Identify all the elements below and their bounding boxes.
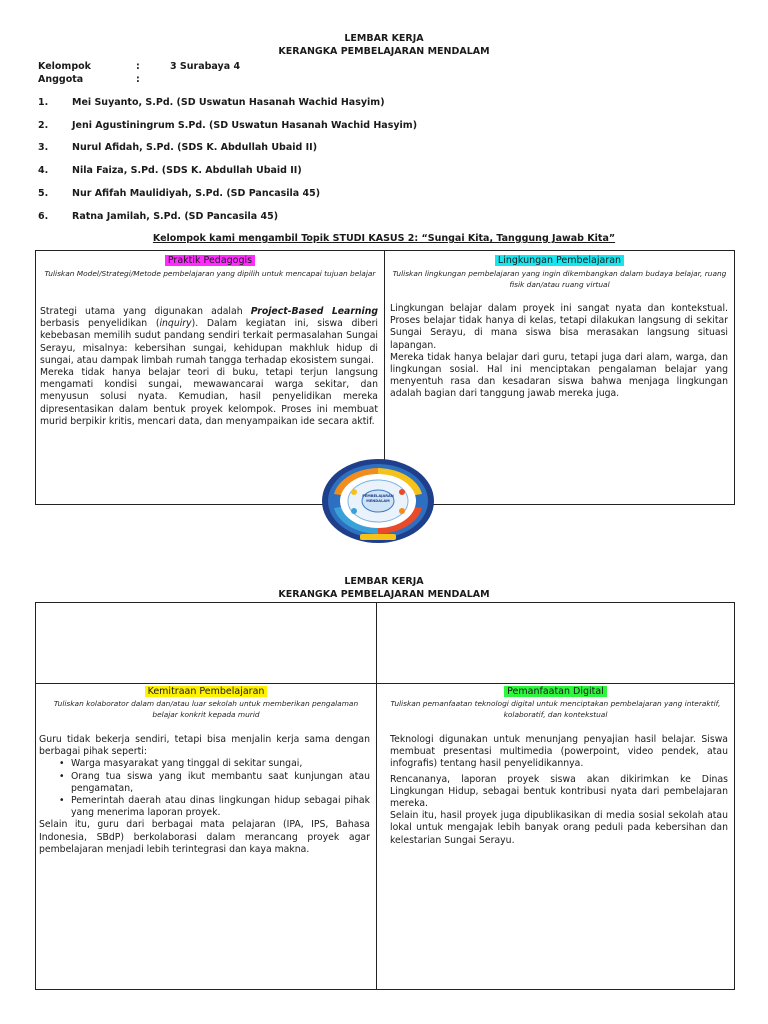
kelompok-label: Kelompok [38, 61, 91, 72]
empty-cell-right [377, 603, 734, 683]
topic-heading: Kelompok kami mengambil Topik STUDI KASUS 2: “Sungai Kita, Tanggung Jawab Kita” [152, 233, 616, 244]
page2-title-line2: KERANGKA PEMBELAJARAN MENDALAM [278, 589, 490, 600]
lingkungan-paragraph-2: Mereka tidak hanya belajar dari guru, tetapi juga dari alam, warga, dan lingkungan sosial. Hal ini menciptakan pengalaman belajar yang menyentuh rasa dan kesadaran siswa bahwa menjaga lingkungan adalah bagian dari tanggung jawab mereka juga. [390, 351, 728, 400]
kemitraan-pembelajaran-cell [36, 684, 376, 989]
list-item: • Pemerintah daerah atau dinas lingkungan hidup sebagai pihak yang menerima laporan proyek. [59, 795, 370, 819]
anggota-label: Anggota [38, 74, 84, 85]
pemanfaatan-digital-cell [377, 684, 734, 989]
praktik-paragraph-1: Strategi utama yang digunakan adalah Project-Based Learning berbasis penyelidikan (inquiry). Dalam kegiatan ini, siswa diberi kebebasan memilih sudut pandang sendiri terkait permasalahan Sungai Serayu, misalnya: kebersihan sungai, kehidupan makhluk hidup di sungai, atau dampak limbah rumah tangga terhadap ekosistem sungai. [40, 306, 378, 366]
member-number: 3. [38, 142, 49, 153]
digital-paragraph-2: Rencananya, laporan proyek siswa akan dikirimkan ke Dinas Lingkungan Hidup, sebagai bentuk kontribusi nyata dari pembelajaran mereka. [390, 773, 728, 810]
member-name: Ratna Jamilah, S.Pd. (SD Pancasila 45) [72, 211, 279, 222]
digital-paragraph-3: Selain itu, hasil proyek juga dipublikasikan di media sosial sekolah atau lokal untuk mengajak lebih banyak orang peduli pada kebersihan dan kelestarian Sungai Serayu. [390, 810, 728, 846]
member-name: Nila Faiza, S.Pd. (SDS K. Abdullah Ubaid II) [72, 165, 302, 176]
kemitraan-bullet-list [39, 758, 370, 819]
page-title-line1: LEMBAR KERJA [344, 33, 424, 44]
lingkungan-paragraph-1: Lingkungan belajar dalam proyek ini sangat nyata dan kontekstual. Proses belajar tidak hanya di kelas, tetapi dilakukan langsung di sekitar Sungai Serayu, di mana siswa bisa merasakan langsung situasi lapangan. [390, 303, 728, 351]
lingkungan-heading: Lingkungan Pembelajaran [385, 255, 734, 266]
member-number: 4. [38, 165, 49, 176]
digital-body [390, 734, 728, 847]
digital-paragraph-1: Teknologi digunakan untuk menunjang penyajian hasil belajar. Siswa membuat presentasi multimedia (powerpoint, video pendek, atau infografis) tentang hasil penyelidikannya. [390, 734, 728, 770]
digital-instruction: Tuliskan pemanfaatan teknologi digital untuk menciptakan pembelajaran yang interaktif, kolaboratif, dan kontekstual [390, 699, 721, 719]
member-number: 5. [38, 188, 49, 199]
member-number: 1. [38, 97, 49, 108]
member-name: Mei Suyanto, S.Pd. (SD Uswatun Hasanah Wachid Hasyim) [72, 97, 385, 108]
kemitraan-outro: Selain itu, guru dari berbagai mata pelajaran (IPA, IPS, Bahasa Indonesia, SBdP) berkolaborasi dalam merancang proyek agar pembelajaran menjadi lebih terintegrasi dan kaya makna. [39, 819, 370, 855]
empty-cell-left [36, 603, 376, 683]
kemitraan-body [39, 734, 370, 856]
kemitraan-heading: Kemitraan Pembelajaran [36, 686, 376, 697]
lingkungan-pembelajaran-cell [385, 251, 734, 504]
anggota-colon: : [136, 74, 140, 85]
page-title-line2: KERANGKA PEMBELAJARAN MENDALAM [278, 46, 490, 57]
list-item: • Orang tua siswa yang ikut membantu saat kunjungan atau pengamatan, [59, 771, 370, 795]
digital-heading: Pemanfaatan Digital [377, 686, 734, 697]
member-name: Nurul Afidah, S.Pd. (SDS K. Abdullah Ubaid II) [72, 142, 318, 153]
deep-learning-framework-logo [320, 458, 436, 544]
member-number: 6. [38, 211, 49, 222]
kelompok-value: 3 Surabaya 4 [170, 61, 241, 72]
member-name: Jeni Agustiningrum S.Pd. (SD Uswatun Hasanah Wachid Hasyim) [72, 120, 418, 131]
page2-title-line1: LEMBAR KERJA [344, 576, 424, 587]
praktik-instruction: Tuliskan Model/Strategi/Metode pembelajaran yang dipilih untuk mencapai tujuan belajar [44, 269, 376, 278]
praktik-body [40, 306, 378, 428]
member-name: Nur Afifah Maulidiyah, S.Pd. (SD Pancasila 45) [72, 188, 321, 199]
praktik-pedagogis-heading: Praktik Pedagogis [36, 255, 384, 266]
list-item: • Warga masyarakat yang tinggal di sekitar sungai, [59, 758, 370, 770]
praktik-paragraph-2: Mereka tidak hanya belajar teori di buku, tetapi terjun langsung mengamati kondisi sungai, mewawancarai warga sekitar, dan menyusun solusi nyata. Kemudian, hasil penyelidikan mereka dipresentasikan dalam bentuk proyek kelompok. Proses ini membuat murid berpikir kritis, mencari data, dan menyampaikan ide secara aktif. [40, 367, 378, 427]
framework-table-2 [35, 602, 735, 990]
kemitraan-intro: Guru tidak bekerja sendiri, tetapi bisa menjalin kerja sama dengan berbagai pihak seperti: [39, 734, 370, 758]
logo-center-text: PEMBELAJARAN MENDALAM [362, 494, 394, 503]
member-number: 2. [38, 120, 49, 131]
lingkungan-instruction: Tuliskan lingkungan pembelajaran yang ingin dikembangkan dalam budaya belajar, ruang fisik dan/atau ruang virtual [392, 269, 727, 289]
kemitraan-instruction: Tuliskan kolaborator dalam dan/atau luar sekolah untuk memberikan pengalaman belajar konkrit kepada murid [53, 699, 359, 719]
lingkungan-body [390, 303, 728, 401]
kelompok-colon: : [136, 61, 140, 72]
